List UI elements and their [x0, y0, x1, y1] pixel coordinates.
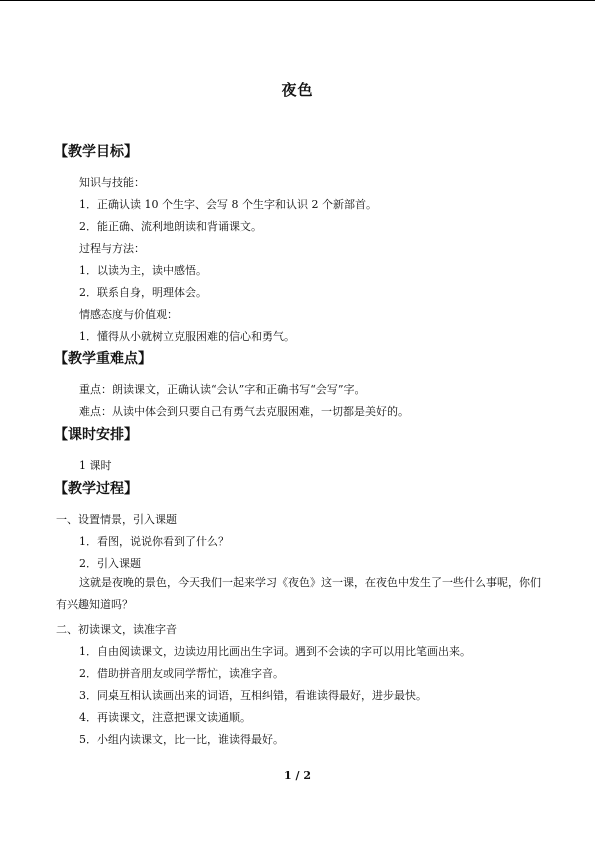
heading-teaching-goals: 【教学目标】	[54, 144, 138, 160]
goals-line: 过程与方法：	[79, 242, 145, 255]
process-part2-item: 1．自由阅读课文，边读边用比画出生字词。遇到不会读的字可以用比笔画出来。	[79, 645, 471, 658]
process-part2-item: 2．借助拼音朋友或同学帮忙，读准字音。	[79, 667, 284, 680]
keypoint-line: 难点：从读中体会到只要自己有勇气去克服困难，一切都是美好的。	[79, 405, 409, 418]
goals-line: 1．正确认读 10 个生字、会写 8 个生字和认识 2 个新部首。	[79, 198, 377, 211]
document-title: 夜色	[281, 81, 314, 99]
page-number: 1 / 2	[284, 769, 311, 782]
goals-line: 1．以读为主，读中感悟。	[79, 264, 207, 277]
keypoint-line: 重点：朗读课文，正确认读“会认”字和正确书写“会写”字。	[79, 383, 366, 396]
goals-line: 2．联系自身，明理体会。	[79, 286, 207, 299]
schedule-line: 1 课时	[79, 459, 112, 472]
process-part2-item: 3．同桌互相认读画出来的词语，互相纠错，看谁读得最好，进步最快。	[79, 689, 427, 702]
heading-teaching-process: 【教学过程】	[54, 481, 138, 497]
heading-key-difficult-points: 【教学重难点】	[54, 351, 152, 367]
goals-line: 1．懂得从小就树立克服困难的信心和勇气。	[79, 330, 295, 343]
process-part1-title: 一、设置情景，引入课题	[56, 513, 177, 526]
top-border-line	[0, 0, 595, 1]
process-part2-title: 二、初读课文，读准字音	[56, 623, 177, 636]
process-part1-item: 2．引入课题	[79, 557, 141, 570]
heading-schedule: 【课时安排】	[54, 427, 138, 443]
goals-line: 2．能正确、流利地朗读和背诵课文。	[79, 220, 262, 233]
process-part1-item: 1．看图，说说你看到了什么？	[79, 535, 229, 548]
goals-line: 知识与技能：	[79, 176, 145, 189]
process-part2-item: 5．小组内读课文，比一比，谁读得最好。	[79, 733, 284, 746]
process-part2-item: 4．再读课文，注意把课文读通顺。	[79, 711, 251, 724]
process-part1-paragraph: 这就是夜晚的景色，今天我们一起来学习《夜色》这一课，在夜色中发生了一些什么事呢，你们有兴趣知道吗？	[56, 576, 541, 611]
goals-line: 情感态度与价值观：	[79, 308, 178, 321]
